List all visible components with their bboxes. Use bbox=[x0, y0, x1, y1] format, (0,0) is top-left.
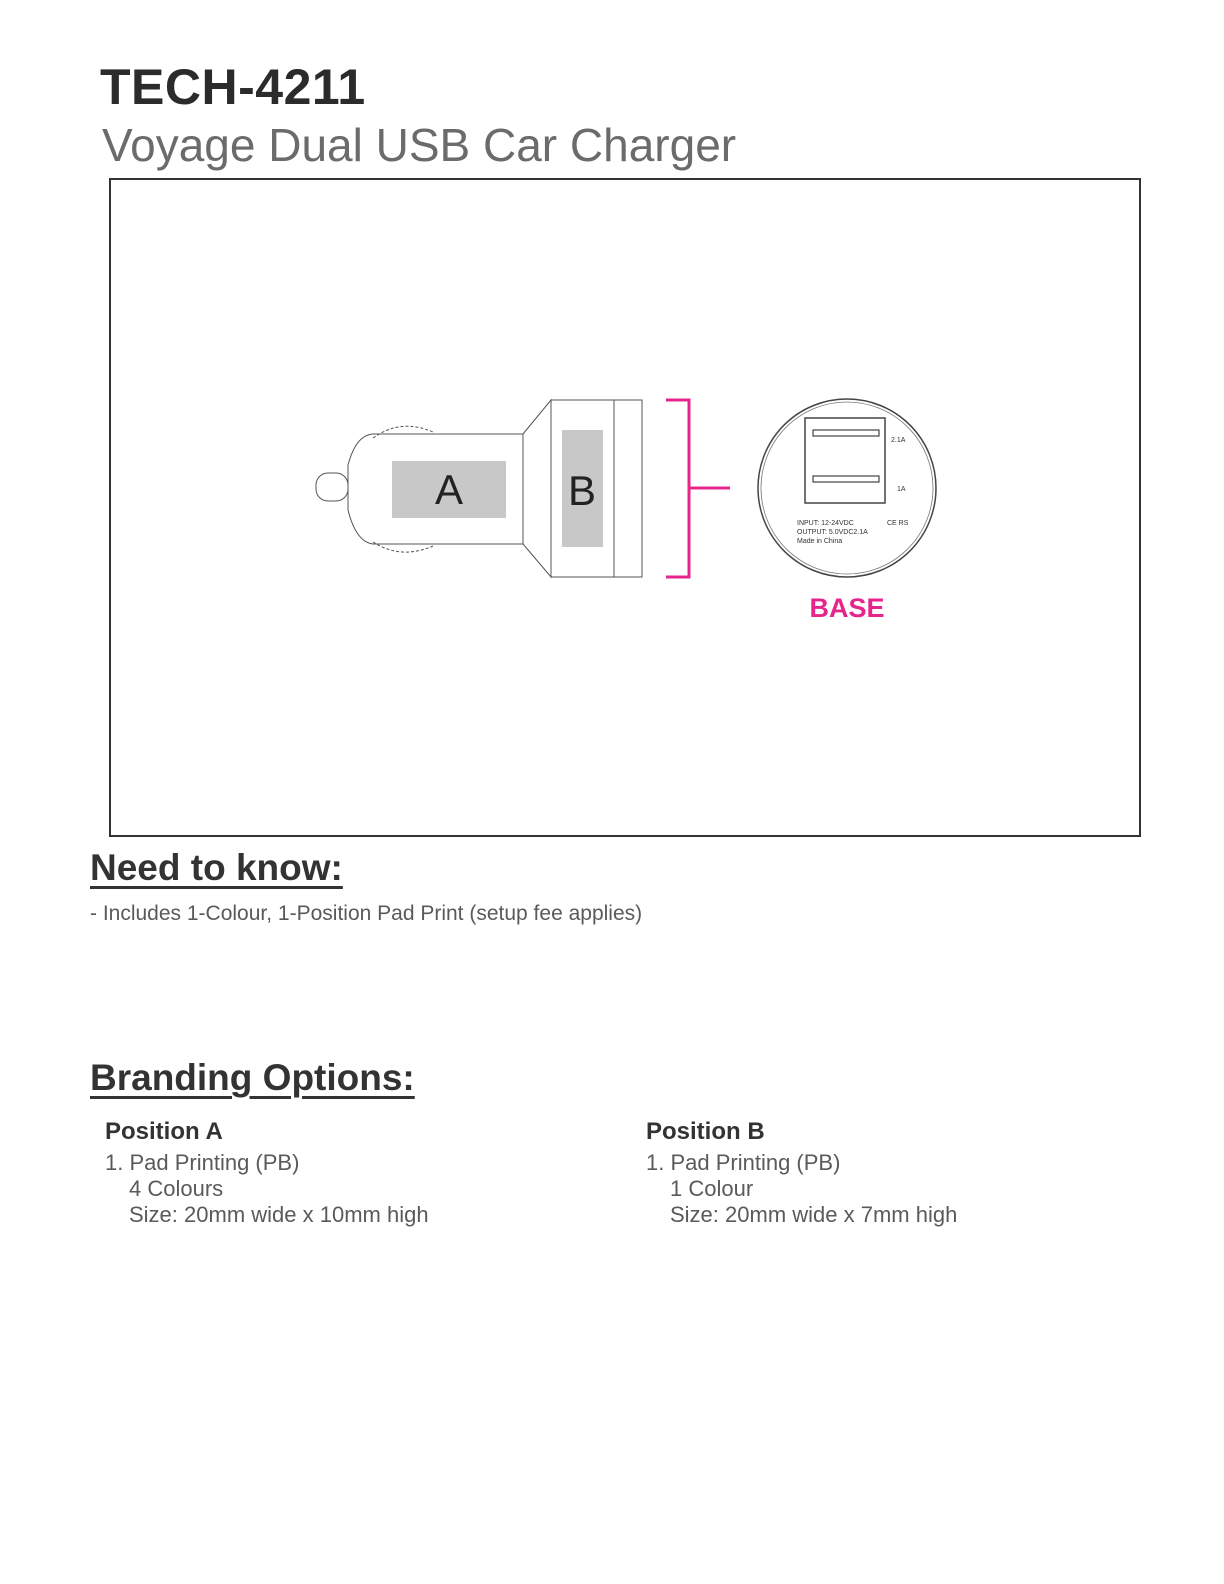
port-top-rating: 2.1A bbox=[891, 437, 906, 444]
output-spec: OUTPUT: 5.0VDC2.1A bbox=[797, 529, 868, 536]
position-a-label: A bbox=[434, 466, 464, 513]
usb-port-housing bbox=[805, 418, 885, 503]
branding-options-heading: Branding Options: bbox=[90, 1057, 415, 1098]
input-spec: INPUT: 12-24VDC bbox=[797, 520, 854, 527]
position-b-size: Size: 20mm wide x 7mm high bbox=[670, 1202, 958, 1227]
base-inner-ring bbox=[761, 402, 933, 574]
origin-text: Made in China bbox=[797, 538, 843, 545]
branding-position-a bbox=[105, 1118, 525, 1228]
charger-tip bbox=[316, 473, 348, 501]
spring-clip-top bbox=[373, 426, 433, 438]
position-a-method: 1. Pad Printing (PB) bbox=[105, 1150, 300, 1175]
base-label: BASE bbox=[809, 593, 885, 623]
position-b-label: B bbox=[567, 467, 597, 514]
certification-marks: CE RS bbox=[887, 520, 909, 527]
need-to-know-heading: Need to know: bbox=[90, 847, 343, 888]
position-b-title: Position B bbox=[646, 1118, 765, 1145]
product-diagram bbox=[111, 180, 1139, 835]
position-b-method: 1. Pad Printing (PB) bbox=[646, 1150, 841, 1175]
usb-port-top bbox=[813, 430, 879, 436]
branding-position-b bbox=[646, 1118, 1066, 1228]
product-name: Voyage Dual USB Car Charger bbox=[102, 119, 737, 171]
position-a-title: Position A bbox=[105, 1118, 223, 1145]
base-outer-ring bbox=[758, 399, 936, 577]
port-bottom-rating: 1A bbox=[897, 486, 906, 493]
product-diagram-frame bbox=[109, 178, 1141, 837]
position-a-size: Size: 20mm wide x 10mm high bbox=[129, 1202, 429, 1227]
base-bracket bbox=[666, 400, 730, 577]
position-a-colours: 4 Colours bbox=[129, 1176, 224, 1201]
product-code: TECH-4211 bbox=[100, 59, 366, 115]
position-b-colours: 1 Colour bbox=[670, 1176, 754, 1201]
charger-flare bbox=[523, 400, 551, 577]
charger-base-view bbox=[758, 399, 936, 577]
usb-port-bottom bbox=[813, 476, 879, 482]
need-to-know-note: - Includes 1-Colour, 1-Position Pad Print (setup fee applies) bbox=[90, 902, 643, 925]
